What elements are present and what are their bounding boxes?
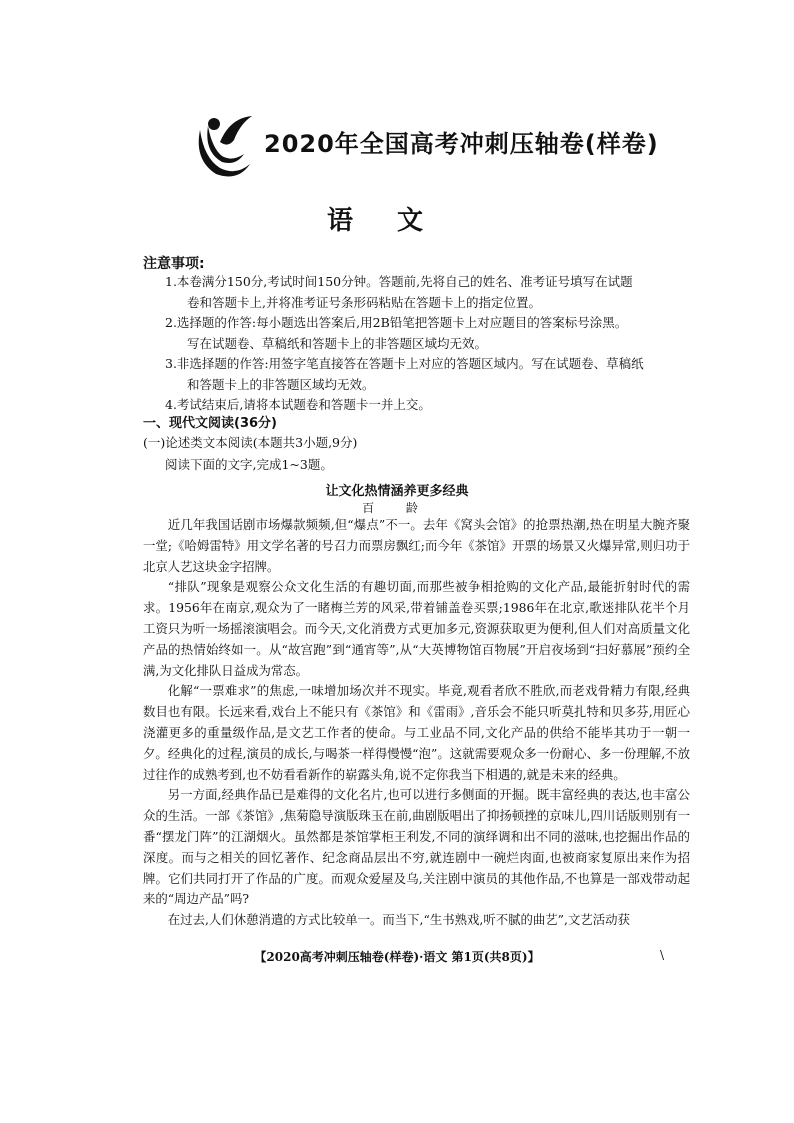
article-paragraph: 在过去,人们休憩消遣的方式比较单一。而当下,“生书熟戏,听不腻的曲艺”,文艺活动获 — [167, 912, 630, 928]
article-body — [143, 515, 690, 931]
section-instruction: 阅读下面的文字,完成1~3题。 — [165, 457, 333, 472]
note-line: 1.本卷满分150分,考试时间150分钟。答题前,先将自己的姓名、准考证号填写在试题 — [165, 274, 633, 289]
article-author: 百 龄 — [362, 501, 432, 515]
exam-header — [190, 112, 710, 182]
article-title: 让文化热情涵养更多经典 — [325, 484, 469, 499]
article-paragraph: 近几年我国话剧市场爆款频频,但“爆点”不一。去年《窝头会馆》的抢票热潮,热在明星大腕齐聚一堂;《哈姆雷特》用文学名著的号召力而票房飘红;而今年《茶馆》开票的场景又火爆异常,则归功于北京人艺这块金字招牌。 — [143, 517, 690, 574]
note-line: 卷和答题卡上,并将准考证号条形码粘贴在答题卡上的指定位置。 — [187, 294, 541, 310]
exam-title: 2020年全国高考冲刺压轴卷(样卷) — [264, 130, 659, 158]
section-title: 一、现代文阅读(36分) — [143, 416, 277, 431]
exam-logo-icon — [190, 112, 256, 182]
article-paragraph: 化解“一票难求”的焦虑,一味增加场次并不现实。毕竟,观看者欣不胜欣,而老戏骨精力有限,经典数目也有限。长远来看,戏台上不能只有《茶馆》和《雷雨》,音乐会不能只听莫扎特和贝多芬,用匠心浇灌更多的重量级作品,是文艺工作者的使命。与工业品不同,文化产品的供给不能毕其功于一朝一夕。经典化的过程,演员的成长,与喝茶一样得慢慢“泡”。这就需要观众多一份耐心、多一份理解,不放过往作的成熟考到,也不妨看看新作的崭露头角,说不定你我当下相遇的,就是未来的经典。 — [143, 683, 690, 782]
note-line: 4.考试结束后,请将本试题卷和答题卡一并上交。 — [165, 397, 431, 412]
article-paragraph: 另一方面,经典作品已是难得的文化名片,也可以进行多侧面的开掘。既丰富经典的表达,也丰富公众的生活。一部《茶馆》,焦菊隐导演版珠玉在前,曲剧版唱出了抑扬顿挫的京味儿,四川话版则别有一番“摆龙门阵”的江湖烟火。虽然都是茶馆掌柜王利发,不同的演绎调和出不同的滋味,也挖掘出作品的深度。而与之相关的回忆著作、纪念商品层出不穷,就连剧中一碗烂肉面,也被商家复原出来作为招牌。它们共同打开了作品的广度。而观众爱屋及乌,关注剧中演员的其他作品,不也算是一部戏带动起来的“周边产品”吗? — [143, 787, 690, 907]
page-footer: 【2020高考冲刺压轴卷(样卷)·语文 第1页(共8页)】 — [254, 950, 540, 964]
note-line: 2.选择题的作答:每小题选出答案后,用2B铅笔把答题卡上对应题目的答案标号涂黑。 — [165, 315, 628, 330]
note-line: 写在试题卷、草稿纸和答题卡上的非答题区域均无效。 — [187, 335, 488, 351]
note-line: 3.非选择题的作答:用签字笔直接答在答题卡上对应的答题区域内。写在试题卷、草稿纸 — [165, 356, 644, 371]
note-item — [165, 313, 690, 354]
note-item — [165, 354, 690, 395]
subject-title: 语文 — [326, 206, 467, 236]
note-item — [165, 272, 690, 313]
corner-mark: \ — [660, 948, 665, 962]
section-subtitle: (一)论述类文本阅读(本题共3小题,9分) — [143, 435, 358, 450]
notes-list — [165, 272, 690, 416]
article-paragraph: “排队”现象是观察公众文化生活的有趣切面,而那些被争相抢购的文化产品,最能折射时代的需求。1956年在南京,观众为了一睹梅兰芳的风采,带着铺盖卷买票;1986年在北京,歌迷排队花半个月工资只为听一场摇滚演唱会。而今天,文化消费方式更加多元,资源获取更为便利,但人们对高质量文化产品的热情始终如一。从“故宫跑”到“通宵等”,从“大英博物馆百物展”开启夜场到“扫好慕展”预约全满,为文化排队日益成为常态。 — [143, 579, 690, 678]
note-line: 和答题卡上的非答题区域均无效。 — [187, 376, 375, 392]
notes-heading: 注意事项: — [143, 256, 205, 272]
